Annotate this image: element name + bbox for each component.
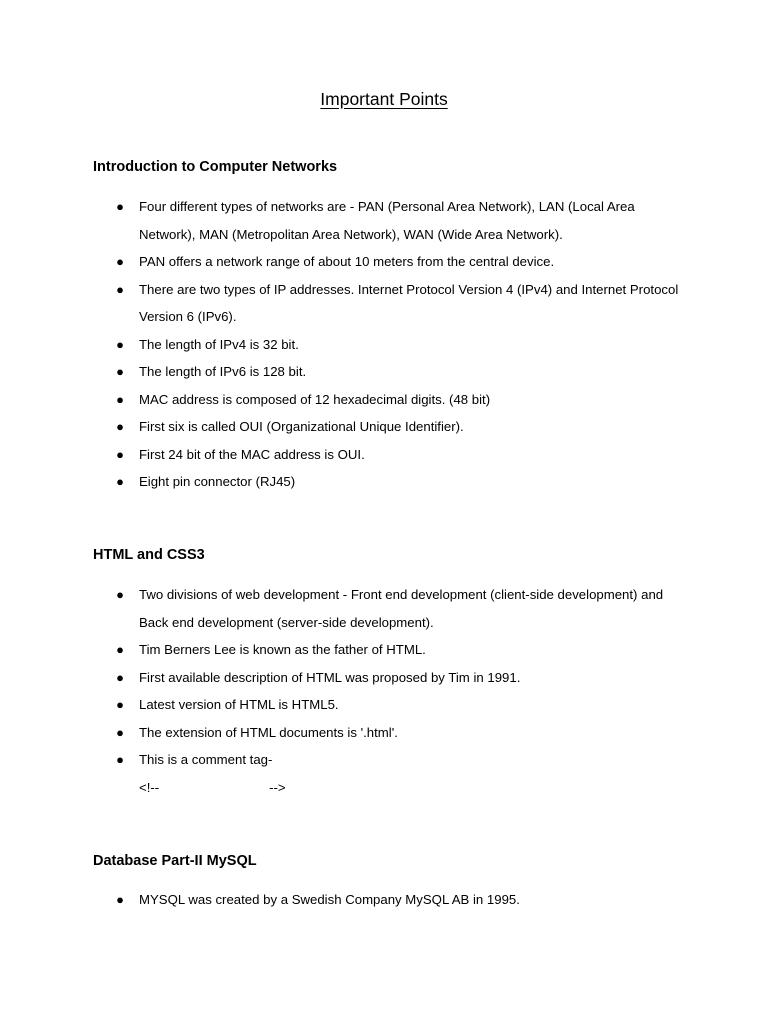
page-title: Important Points [320,89,448,109]
bullet-icon: ● [116,669,124,685]
bullet-icon: ● [116,254,124,269]
bullet-icon: ● [116,446,124,462]
bullet-icon: ● [116,752,124,767]
bullet-list-html-css3 [93,581,683,801]
comment-tag-example: <!-- --> [139,779,286,795]
list-item: ● First 24 bit of the MAC address is OUI. [93,441,683,469]
bullet-icon: ● [116,892,124,907]
bullet-icon: ● [116,724,124,740]
list-item: ● The extension of HTML documents is '.html'. [93,719,683,747]
list-item: ● PAN offers a network range of about 10 meters from the central device. [93,248,683,276]
bullet-icon: ● [116,697,124,712]
list-item: ● First available description of HTML was proposed by Tim in 1991. [93,664,683,692]
bullet-icon: ● [116,336,124,352]
list-item: ● There are two types of IP addresses. Internet Protocol Version 4 (IPv4) and Internet Protocol Version 6 (IPv6). [93,276,683,331]
list-item: ● First six is called OUI (Organizational Unique Identifier). [93,413,683,441]
list-item: ● Tim Berners Lee is known as the father of HTML. [93,636,683,664]
list-item: ● Eight pin connector (RJ45) [93,468,683,496]
bullet-list-mysql [93,886,683,914]
list-item: ● Four different types of networks are - PAN (Personal Area Network), LAN (Local Area Network), MAN (Metropolitan Area Network), WAN (Wide Area Network). [93,193,683,248]
bullet-icon: ● [116,642,124,657]
bullet-icon: ● [116,391,124,407]
section-heading-html-css3: HTML and CSS3 [93,547,205,563]
list-item: ● This is a comment tag- <!-- --> [93,746,683,801]
bullet-icon: ● [116,587,124,602]
list-item: ● Latest version of HTML is HTML5. [93,691,683,719]
list-item: ● The length of IPv4 is 32 bit. [93,331,683,359]
section-heading-mysql: Database Part-II MySQL [93,853,257,869]
section-heading-computer-networks: Introduction to Computer Networks [93,159,338,175]
bullet-icon: ● [116,199,124,214]
bullet-icon: ● [116,364,124,379]
list-item: ● Two divisions of web development - Front end development (client-side development) and Back end development (server-side development). [93,581,683,636]
bullet-icon: ● [116,419,124,434]
bullet-icon: ● [116,281,124,297]
bullet-icon: ● [116,474,124,489]
list-item: ● MAC address is composed of 12 hexadecimal digits. (48 bit) [93,386,683,414]
bullet-list-computer-networks [93,193,683,496]
list-item: ● MYSQL was created by a Swedish Company MySQL AB in 1995. [93,886,683,914]
list-item: ● The length of IPv6 is 128 bit. [93,358,683,386]
